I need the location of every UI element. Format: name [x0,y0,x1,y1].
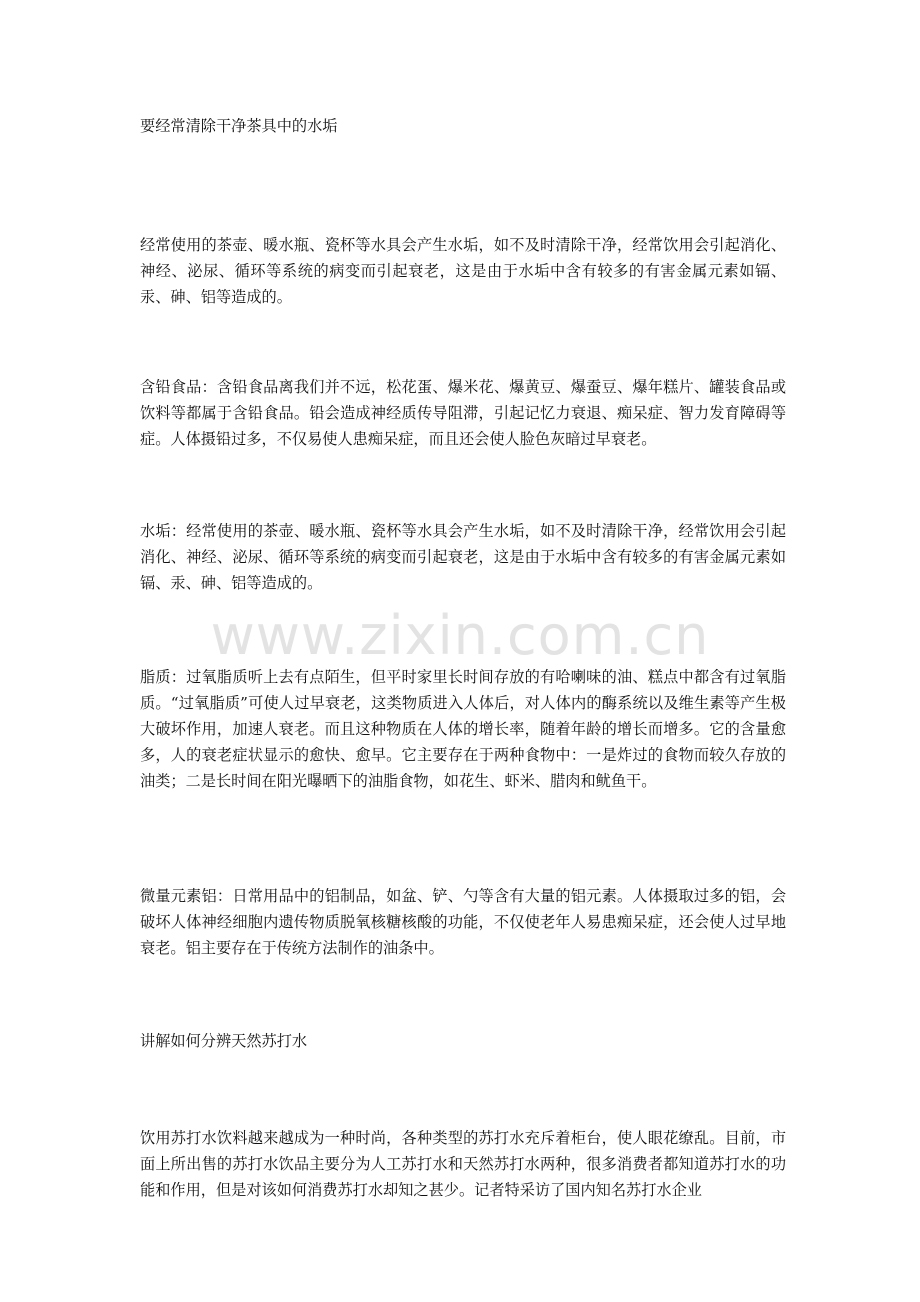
paragraph-water-scale: 水垢：经常使用的茶壶、暖水瓶、瓷杯等水具会产生水垢，如不及时清除干净，经常饮用会引起消化、神经、泌尿、循环等系统的病变而引起衰老，这是由于水垢中含有较多的有害金属元素如镉、汞、砷、铝等造成的。 [140,522,786,592]
section-heading-tea-scale: 要经常清除干净茶具中的水垢 [140,117,338,135]
section-heading-soda-water: 讲解如何分辨天然苏打水 [140,1032,308,1050]
paragraph-soda-water: 饮用苏打水饮料越来越成为一种时尚，各种类型的苏打水充斥着柜台，使人眼花缭乱。目前，市面上所出售的苏打水饮品主要分为人工苏打水和天然苏打水两种，很多消费者都知道苏打水的功能和作用，但是对该如何消费苏打水却知之甚少。记者特采访了国内知名苏打水企业 [140,1129,786,1199]
site-watermark: www.zixin.com.cn [210,604,710,667]
paragraph-lead-food: 含铅食品：含铅食品离我们并不远，松花蛋、爆米花、爆黄豆、爆蚕豆、爆年糕片、罐装食品或饮料等都属于含铅食品。铅会造成神经质传导阻滞，引起记忆力衰退、痴呆症、智力发育障碍等症。人体摄铅过多，不仅易使人患痴呆症，而且还会使人脸色灰暗过早衰老。 [140,378,786,448]
paragraph-aluminum: 微量元素铝：日常用品中的铝制品，如盆、铲、勺等含有大量的铝元素。人体摄取过多的铝，会破坏人体神经细胞内遗传物质脱氧核糖核酸的功能，不仅使老年人易患痴呆症，还会使人过早地衰老。铝主要存在于传统方法制作的油条中。 [140,887,786,957]
paragraph-scale-intro: 经常使用的茶壶、暖水瓶、瓷杯等水具会产生水垢，如不及时清除干净，经常饮用会引起消化、神经、泌尿、循环等系统的病变而引起衰老，这是由于水垢中含有较多的有害金属元素如镉、汞、砷、铝等造成的。 [140,236,786,306]
paragraph-lipid-peroxide: 脂质：过氧脂质听上去有点陌生，但平时家里长时间存放的有哈喇味的油、糕点中都含有过氧脂质。“过氧脂质”可使人过早衰老，这类物质进入人体后，对人体内的酶系统以及维生素等产生极大破坏作用，加速人衰老。而且这种物质在人体的增长率，随着年龄的增长而增多。它的含量愈多，人的衰老症状显示的愈快、愈早。它主要存在于两种食物中：一是炸过的食物而较久存放的油类；二是长时间在阳光曝晒下的油脂食物，如花生、虾米、腊肉和鱿鱼干。 [140,668,786,790]
